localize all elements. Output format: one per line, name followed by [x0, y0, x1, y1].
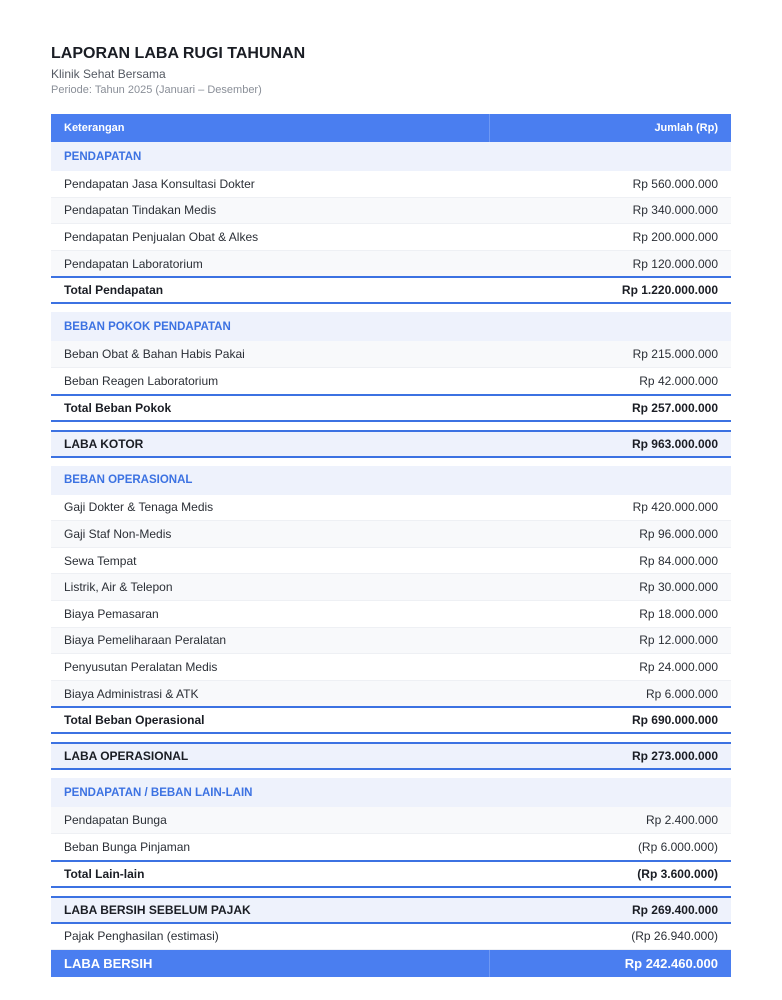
row-amount: Rp 12.000.000: [489, 627, 731, 654]
column-header-description: Keterangan: [51, 114, 489, 142]
section-title: PENDAPATAN / BEBAN LAIN-LAIN: [51, 778, 731, 807]
income-statement-table: [51, 114, 731, 977]
row-label: Pendapatan Tindakan Medis: [51, 197, 489, 224]
company-name: Klinik Sehat Bersama: [51, 67, 166, 81]
total-revenue-row: [51, 277, 731, 303]
gross-profit-label: LABA KOTOR: [51, 431, 489, 457]
row-amount: Rp 6.000.000: [489, 680, 731, 707]
total-label: Total Pendapatan: [51, 277, 489, 303]
table-row: [51, 197, 731, 224]
report-period: Periode: Tahun 2025 (Januari – Desember): [51, 84, 262, 96]
row-label: Pendapatan Bunga: [51, 807, 489, 833]
row-amount: Rp 215.000.000: [489, 341, 731, 367]
row-amount: Rp 2.400.000: [489, 807, 731, 833]
section-title: BEBAN OPERASIONAL: [51, 466, 731, 495]
total-label: Total Lain-lain: [51, 861, 489, 887]
gross-profit-amount: Rp 963.000.000: [489, 431, 731, 457]
row-amount: Rp 120.000.000: [489, 250, 731, 277]
net-profit-row: [51, 950, 731, 978]
table-row: [51, 600, 731, 627]
row-amount: Rp 30.000.000: [489, 574, 731, 601]
section-other: [51, 778, 731, 807]
table-row: [51, 833, 731, 860]
row-label: Pendapatan Penjualan Obat & Alkes: [51, 224, 489, 251]
total-amount: Rp 257.000.000: [489, 395, 731, 421]
section-cogs: [51, 312, 731, 341]
section-title: PENDAPATAN: [51, 142, 731, 171]
table-row: [51, 224, 731, 251]
total-cogs-row: [51, 395, 731, 421]
operating-profit-amount: Rp 273.000.000: [489, 743, 731, 769]
section-title: BEBAN POKOK PENDAPATAN: [51, 312, 731, 341]
total-amount: Rp 690.000.000: [489, 707, 731, 733]
row-label: Beban Reagen Laboratorium: [51, 367, 489, 394]
net-profit-amount: Rp 242.460.000: [489, 950, 731, 978]
net-profit-label: LABA BERSIH: [51, 950, 489, 978]
row-label: Biaya Administrasi & ATK: [51, 680, 489, 707]
table-row: [51, 171, 731, 197]
row-label: Biaya Pemasaran: [51, 600, 489, 627]
pretax-profit-amount: Rp 269.400.000: [489, 897, 731, 923]
row-label: Beban Obat & Bahan Habis Pakai: [51, 341, 489, 367]
row-amount: Rp 42.000.000: [489, 367, 731, 394]
row-label: Pendapatan Jasa Konsultasi Dokter: [51, 171, 489, 197]
total-amount: (Rp 3.600.000): [489, 861, 731, 887]
table-row: [51, 654, 731, 681]
row-amount: Rp 96.000.000: [489, 521, 731, 548]
tax-amount: (Rp 26.940.000): [489, 923, 731, 950]
total-label: Total Beban Operasional: [51, 707, 489, 733]
total-opex-row: [51, 707, 731, 733]
table-row: [51, 250, 731, 277]
tax-label: Pajak Penghasilan (estimasi): [51, 923, 489, 950]
row-spacer: [51, 303, 731, 312]
row-amount: Rp 340.000.000: [489, 197, 731, 224]
row-spacer: [51, 421, 731, 431]
gross-profit-row: [51, 431, 731, 457]
tax-row: [51, 923, 731, 950]
row-spacer: [51, 457, 731, 466]
total-other-row: [51, 861, 731, 887]
table-row: [51, 495, 731, 521]
report-title: LAPORAN LABA RUGI TAHUNAN: [51, 45, 306, 62]
row-amount: Rp 24.000.000: [489, 654, 731, 681]
row-label: Pendapatan Laboratorium: [51, 250, 489, 277]
section-revenue: [51, 142, 731, 171]
row-amount: Rp 560.000.000: [489, 171, 731, 197]
row-label: Gaji Staf Non-Medis: [51, 521, 489, 548]
table-row: [51, 574, 731, 601]
row-spacer: [51, 733, 731, 743]
table-row: [51, 807, 731, 833]
table-row: [51, 680, 731, 707]
table-row: [51, 627, 731, 654]
row-amount: Rp 420.000.000: [489, 495, 731, 521]
row-amount: Rp 84.000.000: [489, 547, 731, 574]
section-opex: [51, 466, 731, 495]
pretax-profit-label: LABA BERSIH SEBELUM PAJAK: [51, 897, 489, 923]
row-label: Sewa Tempat: [51, 547, 489, 574]
total-label: Total Beban Pokok: [51, 395, 489, 421]
table-row: [51, 341, 731, 367]
row-amount: Rp 200.000.000: [489, 224, 731, 251]
row-amount: (Rp 6.000.000): [489, 833, 731, 860]
row-spacer: [51, 887, 731, 897]
table-row: [51, 367, 731, 394]
table-row: [51, 521, 731, 548]
row-label: Biaya Pemeliharaan Peralatan: [51, 627, 489, 654]
row-label: Penyusutan Peralatan Medis: [51, 654, 489, 681]
row-label: Beban Bunga Pinjaman: [51, 833, 489, 860]
operating-profit-label: LABA OPERASIONAL: [51, 743, 489, 769]
total-amount: Rp 1.220.000.000: [489, 277, 731, 303]
row-spacer: [51, 769, 731, 778]
row-label: Gaji Dokter & Tenaga Medis: [51, 495, 489, 521]
row-label: Listrik, Air & Telepon: [51, 574, 489, 601]
column-header-amount: Jumlah (Rp): [489, 114, 731, 142]
operating-profit-row: [51, 743, 731, 769]
table-row: [51, 547, 731, 574]
pretax-profit-row: [51, 897, 731, 923]
row-amount: Rp 18.000.000: [489, 600, 731, 627]
table-header-row: [51, 114, 731, 142]
